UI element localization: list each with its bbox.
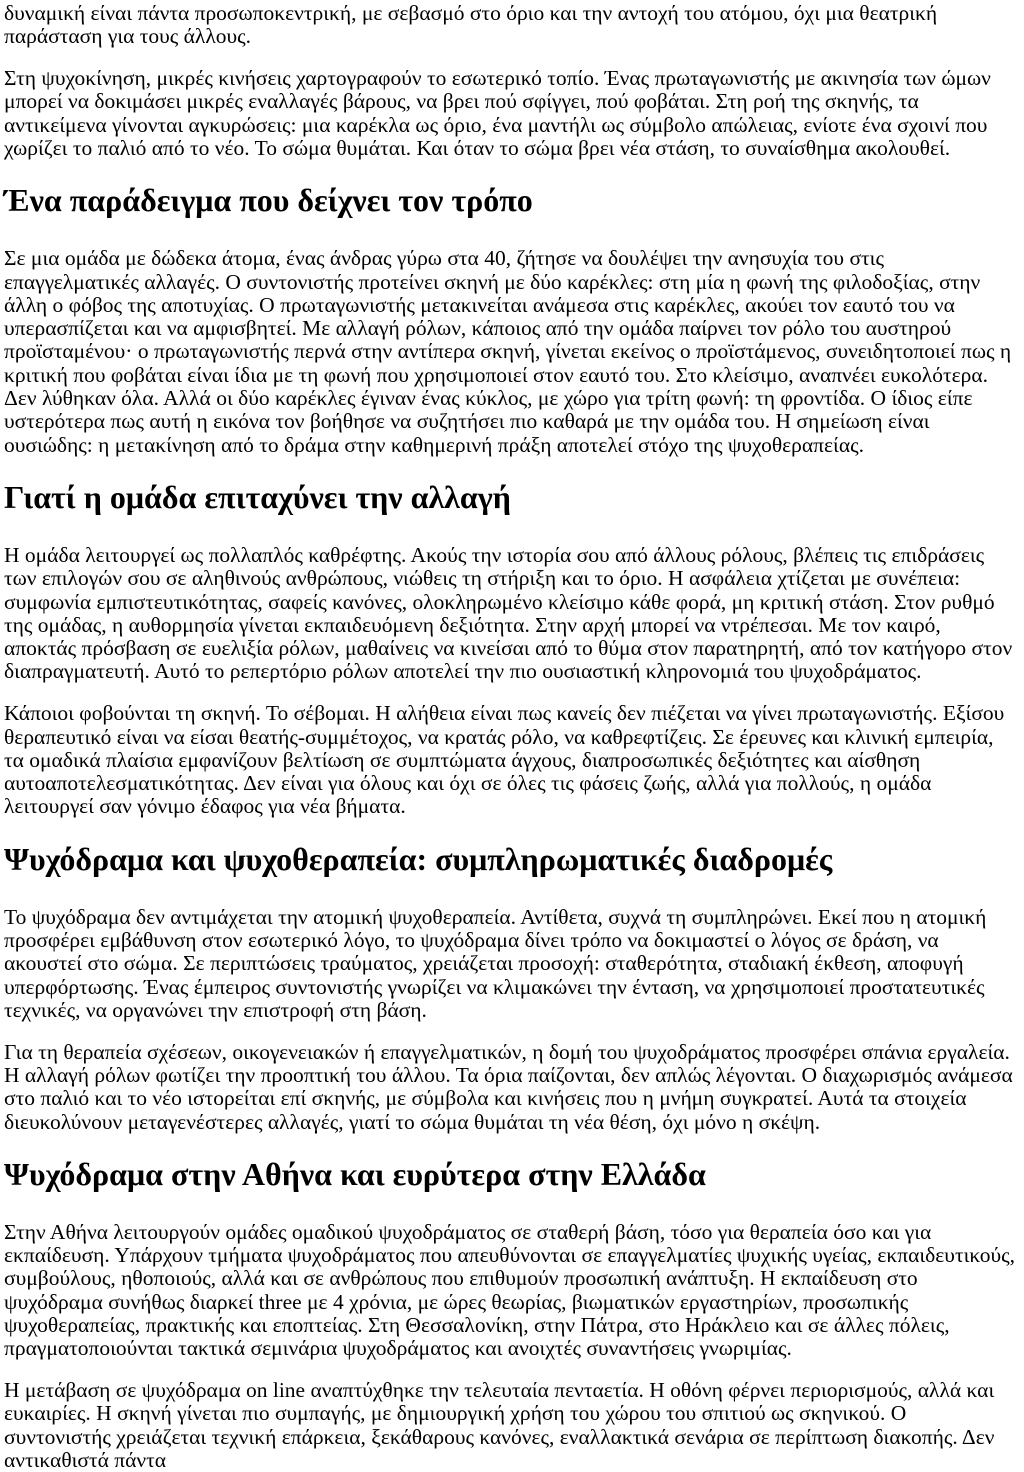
- heading-why-group: Γιατί η ομάδα επιταχύνει την αλλαγή: [4, 478, 511, 515]
- paragraph-example: Σε μια ομάδα με δώδεκα άτομα, ένας άνδρας γύρω στα 40, ζήτησε να δουλέψει την ανησυχία του στις επαγγελματικές αλλαγές. Ο συντονιστής προτείνει σκηνή με δύο καρέκλες: στη μία η φωνή της φιλοδοξίας, στην άλλη ο φόβος της αποτυχίας. Ο πρωταγωνιστής μετακινείται ανάμεσα στις καρέκλες, ακούει τον εαυτό του να υπερασπίζεται και να αμφισβητεί. Με αλλαγή ρόλων, κάποιος από την ομάδα παίρνει τον ρόλο του αυστηρού προϊσταμένου· ο πρωταγωνιστής περνά στην αντίπερα σκηνή, γίνεται εκείνος ο προϊστάμενος, συνειδητοποιεί πως η κριτική που φοβάται είναι ίδια με τη φωνή που χρησιμοποιεί στον εαυτό του. Στο κλείσιμο, αναπνέει ευκολότερα. Δεν λύθηκαν όλα. Αλλά οι δύο καρέκλες έγιναν ένας κύκλος, με χώρο για τρίτη φωνή: τη φροντίδα. Ο ίδιος είπε υστερότερα πως αυτή η εικόνα τον βοήθησε να συζητήσει πιο καθαρά με την ομάδα του. Η σημείωση είναι ουσιώδης: η μετακίνηση από το δράμα στην καθημερινή πράξη αποτελεί στόχο της ψυχοθεραπείας.: [4, 246, 1012, 457]
- paragraph-stage-fear: Κάποιοι φοβούνται τη σκηνή. Το σέβομαι. Η αλήθεια είναι πως κανείς δεν πιέζεται να γίνει πρωταγωνιστής. Εξίσου θεραπευτικό είναι να είσαι θεατής-συμμέτοχος, να κρατάς ρόλο, να καθρεφτίζεις. Σε έρευνες και κλινική εμπειρία, τα ομαδικά πλαίσια εμφανίζουν βελτίωση σε συμπτώματα άγχους, διαπροσωπικές δεξιότητες και αίσθηση αυτοαποτελεσματικότητας. Δεν είναι για όλους και όχι σε όλες τις φάσεις ζωής, αλλά για πολλούς, η ομάδα λειτουργεί σαν γόνιμο έδαφος για νέα βήματα.: [4, 701, 1005, 819]
- paragraph-group-mirror: Η ομάδα λειτουργεί ως πολλαπλός καθρέφτης. Ακούς την ιστορία σου από άλλους ρόλους, βλέπεις τις επιδράσεις των επιλογών σου σε αληθινούς ανθρώπους, νιώθεις τη στήριξη και το όριο. Η ασφάλεια χτίζεται με συνέπεια: συμφωνία εμπιστευτικότητας, σαφείς κανόνες, ολοκληρωμένο κλείσιμο κάθε φορά, μη κριτική στάση. Στον ρυθμό της ομάδας, η αυθορμησία γίνεται εκπαιδευόμενη δεξιότητα. Στην αρχή μπορεί να ντρέπεσαι. Με τον καιρό, αποκτάς πρόσβαση σε ευελιξία ρόλων, μαθαίνεις να κινείσαι από το θύμα στον παρατηρητή, από τον κατήγορο στον διαπραγματευτή. Αυτό το ρεπερτόριο ρόλων αποτελεί την πιο ουσιαστική κληρονομιά του ψυχοδράματος.: [4, 542, 1013, 684]
- paragraph-online-fragment: Η μετάβαση σε ψυχόδραμα on line αναπτύχθηκε την τελευταία πενταετία. Η οθόνη φέρνει περιορισμούς, αλλά και ευκαιρίες. Η σκηνή γίνεται πιο συμπαγής, με δημιουργική χρήση του χώρου του σπιτιού ως σκηνικού. Ο συντονιστής χρειάζεται τεχνική επάρκεια, ξεκάθαρους κανόνες, εναλλακτικά σενάρια σε περίπτωση διακοπής. Δεν αντικαθιστά πάντα: [4, 1378, 995, 1472]
- paragraph-psychokinisi: Στη ψυχοκίνηση, μικρές κινήσεις χαρτογραφούν το εσωτερικό τοπίο. Ένας πρωταγωνιστής με ακινησία των ώμων μπορεί να δοκιμάσει μικρές εναλλαγές βάρους, να βρει πού σφίγγει, πού φοβάται. Στη ροή της σκηνής, τα αντικείμενα γίνονται αγκυρώσεις: μια καρέκλα ως όριο, ένα μαντήλι ως σύμβολο απώλειας, ενίοτε ένα σχοινί που χωρίζει το παλιό από το νέο. Το σώμα θυμάται. Και όταν το σώμα βρει νέα στάση, το συναίσθημα ακολουθεί.: [4, 66, 991, 160]
- heading-athens-greece: Ψυχόδραμα στην Αθήνα και ευρύτερα στην Ελλάδα: [4, 1155, 706, 1192]
- heading-psychodrama-psychotherapy: Ψυχόδραμα και ψυχοθεραπεία: συμπληρωματικές διαδρομές: [4, 840, 833, 877]
- paragraph-intro-fragment: δυναμική είναι πάντα προσωποκεντρική, με σεβασμό στο όριο και την αντοχή του ατόμου, όχι μια θεατρική παράσταση για τους άλλους.: [4, 1, 938, 49]
- paragraph-athens-groups: Στην Αθήνα λειτουργούν ομάδες ομαδικού ψυχοδράματος σε σταθερή βάση, τόσο για θεραπεία όσο και για εκπαίδευση. Υπάρχουν τμήματα ψυχοδράματος που απευθύνονται σε επαγγελματίες ψυχικής υγείας, εκπαιδευτικούς, συμβούλους, ηθοποιούς, αλλά και σε ανθρώπους που επιθυμούν προσωπική ανάπτυξη. Η εκπαίδευση στο ψυχόδραμα συνήθως διαρκεί three με 4 χρόνια, με ώρες θεωρίας, βιωματικών εργαστηρίων, προσωπικής ψυχοθεραπείας, πρακτικής και εποπτείας. Στη Θεσσαλονίκη, στην Πάτρα, στο Ηράκλειο και σε άλλες πόλεις, πραγματοποιούνται τακτικά σεμινάρια ψυχοδράματος και ανοιχτές συναντήσεις γνωριμίας.: [4, 1219, 1016, 1361]
- paragraph-relationships: Για τη θεραπεία σχέσεων, οικογενειακών ή επαγγελματικών, η δομή του ψυχοδράματος προσφέρει σπάνια εργαλεία. Η αλλαγή ρόλων φωτίζει την προοπτική του άλλου. Τα όρια παίζονται, δεν απλώς λέγονται. Ο διαχωρισμός ανάμεσα στο παλιό και το νέο ιστορείται επί σκηνής, με σύμβολα και κινήσεις που η μνήμη συγκρατεί. Αυτά τα στοιχεία διευκολύνουν μεταγενέστερες αλλαγές, γιατί το σώμα θυμάται τη νέα θέση, όχι μόνο η σκέψη.: [4, 1039, 1013, 1134]
- paragraph-complementary: Το ψυχόδραμα δεν αντιμάχεται την ατομική ψυχοθεραπεία. Αντίθετα, συχνά τη συμπληρώνει. Εκεί που η ατομική προσφέρει εμβάθυνση στον εσωτερικό λόγο, το ψυχόδραμα δίνει τρόπο να δοκιμαστεί ο λόγος σε δράση, να ακουστεί στο σώμα. Σε περιπτώσεις τραύματος, χρειάζεται προσοχή: σταθερότητα, σταδιακή έκθεση, αποφυγή υπερφόρτωσης. Ένας έμπειρος συντονιστής γνωρίζει να κλιμακώνει την ένταση, να χρησιμοποιεί προστατευτικές τεχνικές, να οργανώνει την επιστροφή στη βάση.: [4, 904, 987, 1022]
- heading-example: Ένα παράδειγμα που δείχνει τον τρόπο: [4, 182, 533, 219]
